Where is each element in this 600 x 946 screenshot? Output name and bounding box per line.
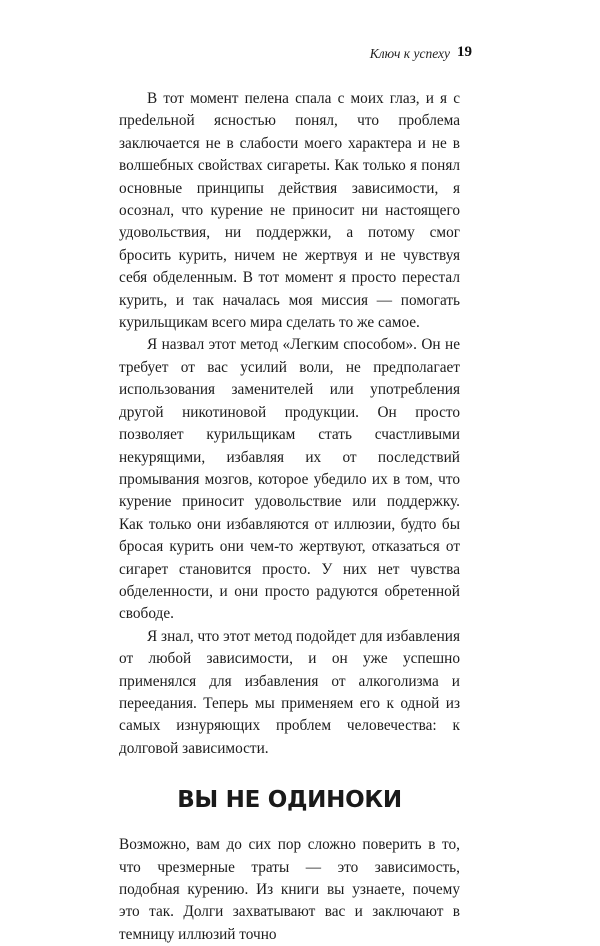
section-paragraph: Возможно, вам до сих пор сложно поверить в то, что чрезмерные траты — это зависимость, подобная курению. Из книги вы узнаете, почему это так. Долги захватывают вас и заключают в темницу иллюзий точно — [119, 836, 460, 943]
page-number: 19 — [457, 44, 472, 60]
body-text — [119, 88, 460, 946]
paragraph-2: Я назвал этот метод «Легким способом». Он не требует от вас усилий воли, не предполагает использования заменителей или употребления другой никотиновой продукции. Он просто позволяет курильщикам стать счастливыми некурящими, избавляя их от последствий промывания мозгов, которое убедило их в том, что курение приносит удовольствие или поддержку. Как только они избавляются от иллюзии, будто бы бросая курить они чем-то жертвуют, отказаться от сигарет становится просто. У них нет чувства обделенности, и они просто радуются обретенной свободе. — [119, 336, 460, 623]
paragraph-3: Я знал, что этот метод подойдет для избавления от любой зависимости, и он уже успешно применялся для избавления от алкоголизма и переедания. Теперь мы применяем его к одной из самых изнуряющих проблем человечества: к долговой зависимости. — [119, 627, 460, 757]
paragraph-1: В тот момент пелена спала с моих глаз, и я с преdельной ясностью понял, что проблема заключается не в слабости моего характера и не в волшебных свойствах сигареты. Как только я понял основные принципы действия зависимости, я осознал, что курение не приносит ни настоящего удовольствия, ни поддержки, а потому смог бросить курить, ничем не жертвуя и не чувствуя себя обделенным. В тот момент я просто перестал курить, и так началась моя миссия — помогать курильщикам всего мира сделать то же самое. — [119, 90, 460, 332]
running-title: Ключ к успеху — [369, 46, 450, 61]
section-heading: ВЫ НЕ ОДИНОКИ — [177, 787, 402, 814]
